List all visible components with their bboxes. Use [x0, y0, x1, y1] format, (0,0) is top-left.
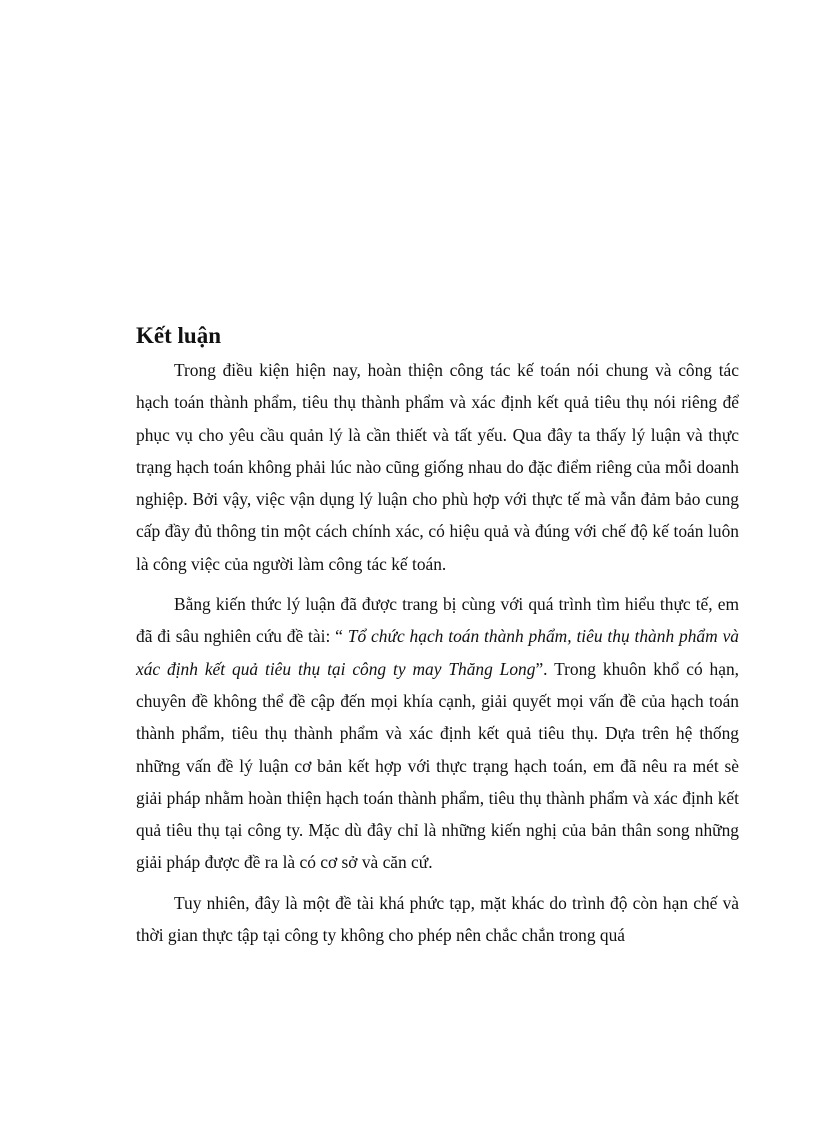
paragraph-2-rest: ”. Trong khuôn khổ có hạn, chuyên đề không thể đề cập đến mọi khía cạnh, giải quyết mọi vấn đề của hạch toán thành phẩm, tiêu thụ thành phẩm và xác định kết quả tiêu thụ. Dựa trên hệ thống những vấn đề lý luận cơ bản kết hợp với thực trạng hạch toán, em đã nêu ra mét sè giải pháp nhằm hoàn thiện hạch toán thành phẩm, tiêu thụ thành phẩm và xác định kết quả tiêu thụ tại công ty. Mặc dù đây chỉ là những kiến nghị của bản thân song những giải pháp được đề ra là có cơ sở và căn cứ. — [136, 658, 739, 873]
section-heading: Kết luận — [136, 323, 221, 348]
body-text — [136, 354, 739, 959]
paragraph-2 — [136, 588, 739, 879]
paragraph-2-lead: Bằng kiến thức lý luận đã được trang bị cùng với quá trình tìm hiểu thực tế, em đã đi sâu nghiên cứu đề tài: “ — [136, 594, 739, 647]
paragraph-3: Tuy nhiên, đây là một đề tài khá phức tạp, mặt khác do trình độ còn hạn chế và thời gian thực tập tại công ty không cho phép nên chắc chắn trong quá — [136, 892, 739, 946]
paragraph-1: Trong điều kiện hiện nay, hoàn thiện công tác kế toán nói chung và công tác hạch toán thành phẩm, tiêu thụ thành phẩm và xác định kết quả tiêu thụ nói riêng để phục vụ cho yêu cầu quản lý là cần thiết và tất yếu. Qua đây ta thấy lý luận và thực trạng hạch toán không phải lúc nào cũng giống nhau do đặc điểm riêng của mỗi doanh nghiệp. Bởi vậy, việc vận dụng lý luận cho phù hợp với thực tế mà vẫn đảm bảo cung cấp đầy đủ thông tin một cách chính xác, có hiệu quả và đúng với chế độ kế toán luôn là công việc của người làm công tác kế toán. — [136, 360, 739, 574]
thesis-title: Tổ chức hạch toán thành phẩm, tiêu thụ thành phẩm và xác định kết quả tiêu thụ tại công ty may Thăng Long — [136, 626, 739, 679]
